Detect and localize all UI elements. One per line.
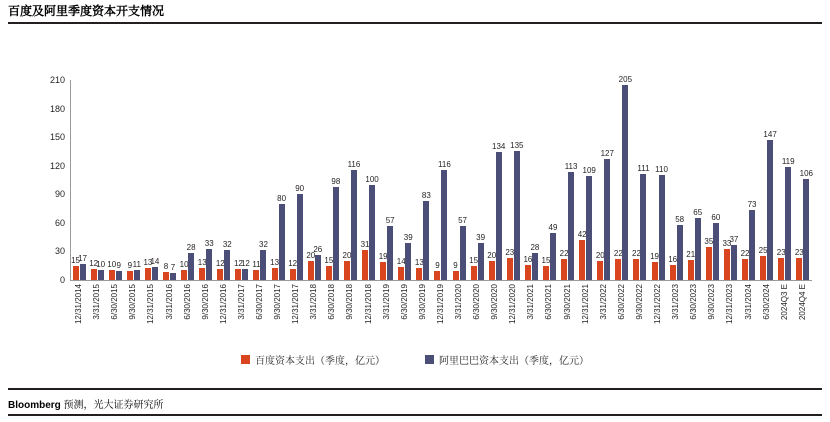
bar-value-label: 28	[530, 243, 540, 253]
bar-baidu	[505, 248, 515, 280]
x-tick-label: 3/31/2023	[671, 284, 681, 320]
bar-value-label: 32	[222, 239, 232, 249]
bar-alibaba	[637, 164, 650, 280]
bar-group	[776, 80, 794, 280]
bar-alibaba	[170, 263, 176, 280]
bar-alibaba	[530, 243, 540, 280]
bar-value-label: 39	[403, 232, 413, 242]
bar-baidu	[794, 248, 804, 280]
x-tick-label: 12/31/2017	[291, 284, 301, 325]
bar-baidu	[396, 256, 406, 280]
bar-group	[414, 80, 432, 280]
bar-group	[631, 80, 649, 280]
bar-group	[70, 80, 88, 280]
bar-baidu	[414, 257, 424, 280]
bar-value-label: 12	[215, 258, 225, 268]
x-tick-label: 9/30/2018	[345, 284, 355, 320]
bar-baidu	[722, 238, 732, 280]
bar-group	[106, 80, 124, 280]
bar-group	[613, 74, 633, 280]
footer-note	[8, 396, 822, 411]
bar-group	[649, 80, 667, 280]
bar-value-label: 20	[487, 250, 497, 260]
x-tick-label: 3/31/2019	[381, 284, 391, 320]
bar-value-label: 147	[763, 130, 777, 139]
x-tick-label: 6/30/2020	[472, 284, 482, 320]
x-tick-label: 3/31/2021	[526, 284, 536, 320]
bar-baidu	[360, 240, 370, 280]
bar-alibaba	[458, 215, 467, 280]
bar-value-label: 12	[233, 258, 243, 268]
bar-group	[251, 80, 269, 280]
bar-value-label: 100	[365, 174, 379, 184]
bar-value-label: 9	[435, 261, 440, 271]
bar-alibaba	[476, 232, 486, 280]
bar-value-label: 14	[150, 256, 160, 266]
bar-value-label: 134	[492, 142, 506, 152]
bar-alibaba	[259, 239, 268, 280]
bar-value-label: 21	[686, 250, 696, 259]
bar-group	[758, 80, 776, 280]
x-tick-label: 3/31/2017	[236, 284, 246, 320]
bar-baidu	[686, 250, 696, 280]
bar-value-label: 26	[313, 245, 323, 255]
y-tick-label: 0	[59, 275, 65, 285]
bar-baidu	[668, 254, 678, 280]
bar-value-label: 19	[650, 251, 659, 261]
bar-baidu	[559, 249, 569, 280]
bar-baidu	[541, 255, 551, 280]
y-tick-label: 30	[54, 246, 65, 257]
bar-group	[179, 80, 197, 280]
bar-alibaba	[693, 208, 703, 280]
bar-value-label: 9	[453, 261, 458, 271]
bar-value-label: 33	[204, 238, 214, 248]
bar-baidu	[758, 246, 768, 280]
x-tick-label: 12/31/2023	[725, 284, 735, 325]
bar-value-label: 106	[799, 169, 813, 179]
bar-group	[215, 80, 233, 280]
bar-alibaba	[313, 245, 323, 280]
x-tick-label: 12/31/2016	[218, 284, 228, 325]
x-tick-label: 9/30/2019	[417, 284, 427, 320]
bar-alibaba	[655, 165, 668, 280]
legend-item-alibaba	[425, 352, 589, 367]
bar-value-label: 16	[668, 254, 678, 264]
x-tick-label: 6/30/2019	[399, 284, 409, 320]
x-tick-label: 12/31/2014	[74, 284, 84, 325]
x-tick-label: 9/30/2023	[707, 284, 717, 320]
bar-value-label: 42	[577, 230, 587, 239]
bar-baidu	[613, 249, 623, 280]
x-tick-label: 9/30/2016	[200, 284, 210, 320]
bar-alibaba	[711, 212, 721, 280]
bar-value-label: 110	[655, 165, 668, 175]
x-tick-label: 9/30/2015	[128, 284, 138, 320]
chart-legend	[8, 352, 822, 367]
bar-baidu	[306, 250, 316, 280]
plot-region	[49, 74, 813, 285]
bar-baidu	[89, 258, 99, 280]
bar-group	[667, 80, 685, 280]
legend-label-baidu: 百度资本支出（季度，亿元）	[255, 356, 385, 367]
x-tick-label: 12/31/2015	[146, 284, 156, 325]
bar-alibaba	[150, 256, 160, 280]
bar-value-label: 15	[541, 255, 551, 265]
x-axis	[70, 280, 812, 281]
bar-group	[378, 80, 396, 280]
bar-value-label: 22	[740, 249, 750, 259]
x-tick-label: 6/30/2022	[616, 284, 626, 320]
x-tick-label: 2024Q4 E	[797, 284, 807, 321]
bar-alibaba	[222, 239, 232, 280]
bar-value-label: 135	[510, 141, 524, 151]
bar-baidu	[704, 236, 714, 280]
bar-alibaba	[331, 176, 341, 280]
bar-value-label: 60	[711, 212, 721, 222]
bar-groups	[70, 74, 813, 280]
bar-group	[486, 80, 504, 280]
bar-value-label: 13	[197, 257, 207, 267]
bar-group	[559, 80, 577, 280]
x-tick-label: 3/31/2022	[598, 284, 608, 320]
bar-baidu	[595, 250, 605, 280]
bar-baidu	[179, 260, 189, 280]
bar-value-label: 11	[252, 259, 261, 269]
bar-value-label: 17	[78, 253, 87, 263]
bar-group	[124, 80, 142, 280]
bar-value-label: 80	[277, 193, 287, 203]
bar-group	[432, 80, 450, 280]
footer-source: Bloomberg	[8, 400, 61, 411]
bar-value-label: 127	[600, 149, 614, 159]
x-tick-label: 12/31/2022	[653, 284, 663, 325]
bar-baidu	[71, 255, 80, 280]
bar-alibaba	[240, 258, 250, 280]
x-tick-label: 3/31/2020	[454, 284, 464, 320]
legend-label-alibaba: 阿里巴巴资本支出（季度，亿元）	[439, 356, 589, 367]
bar-alibaba	[116, 261, 122, 280]
bar-group	[577, 80, 595, 280]
bar-value-label: 57	[458, 215, 467, 225]
bar-baidu	[252, 259, 261, 280]
bar-value-label: 65	[693, 208, 703, 218]
x-tick-label: 12/31/2018	[363, 284, 373, 325]
x-tick-label: 3/31/2018	[309, 284, 319, 320]
bar-alibaba	[277, 193, 287, 280]
bar-group	[522, 80, 540, 280]
y-tick-label: 150	[49, 132, 65, 143]
bar-group	[233, 80, 251, 280]
bar-group	[287, 80, 305, 280]
bar-value-label: 12	[288, 258, 298, 268]
bar-group	[341, 80, 359, 280]
chart-area	[8, 40, 822, 370]
bar-value-label: 20	[342, 250, 352, 260]
bar-value-label: 20	[306, 250, 316, 260]
bar-value-label: 20	[595, 250, 605, 260]
bar-value-label: 58	[675, 214, 685, 224]
bar-alibaba	[186, 243, 196, 280]
bar-baidu	[324, 255, 334, 280]
bar-baidu	[107, 260, 117, 280]
bar-group	[360, 80, 378, 280]
bar-baidu	[342, 250, 352, 280]
y-tick-label: 120	[49, 160, 65, 171]
x-tick-label: 6/30/2021	[544, 284, 554, 320]
bar-baidu	[127, 261, 133, 280]
bar-baidu	[650, 251, 659, 280]
bar-alibaba	[729, 234, 739, 280]
bar-value-label: 13	[414, 257, 424, 267]
bar-value-label: 15	[324, 255, 334, 265]
bar-alibaba	[675, 214, 685, 280]
bar-value-label: 22	[613, 249, 623, 259]
bar-baidu	[632, 249, 641, 280]
bar-baidu	[215, 258, 225, 280]
bar-alibaba	[747, 200, 757, 280]
bar-value-label: 22	[559, 249, 569, 259]
page-title: 百度及阿里季度资本开支情况	[8, 4, 165, 18]
bar-group	[305, 80, 323, 280]
bar-value-label: 39	[476, 232, 486, 242]
bar-group	[703, 80, 721, 280]
bar-value-label: 111	[637, 164, 650, 174]
bar-alibaba	[295, 184, 305, 280]
bar-baidu	[453, 261, 459, 280]
x-tick-label: 6/30/2023	[689, 284, 699, 320]
bar-value-label: 32	[259, 239, 268, 249]
bar-group	[160, 80, 178, 280]
bar-value-label: 22	[632, 249, 641, 259]
bar-value-label: 15	[71, 255, 80, 265]
bar-value-label: 31	[360, 240, 370, 250]
bar-group	[88, 80, 106, 280]
bar-baidu	[270, 257, 280, 280]
footer-divider-bottom	[8, 414, 822, 416]
bar-group	[197, 80, 215, 280]
bar-value-label: 19	[378, 251, 388, 261]
bar-value-label: 11	[132, 259, 141, 269]
x-tick-label: 9/30/2021	[562, 284, 572, 320]
x-tick-label: 12/31/2020	[508, 284, 518, 325]
bar-value-label: 57	[385, 215, 395, 225]
bar-baidu	[378, 251, 388, 280]
bar-baidu	[288, 258, 298, 280]
footer-divider-top	[8, 388, 822, 390]
bar-value-label: 10	[96, 260, 106, 270]
bar-value-label: 33	[722, 238, 732, 248]
x-tick-label: 12/31/2021	[580, 284, 590, 325]
bar-value-label: 119	[781, 156, 795, 166]
bar-group	[323, 80, 341, 280]
bar-value-label: 9	[116, 261, 121, 271]
bar-value-label: 35	[704, 236, 714, 246]
bar-group	[504, 80, 522, 280]
bar-value-label: 13	[270, 257, 280, 267]
bar-baidu	[487, 250, 497, 280]
bar-group	[540, 80, 558, 280]
bar-baidu	[776, 248, 786, 280]
bar-group	[739, 80, 757, 280]
bar-baidu	[233, 258, 243, 280]
bar-alibaba	[421, 190, 431, 280]
bar-baidu	[577, 230, 587, 280]
bar-baidu	[469, 255, 479, 280]
bar-group	[595, 80, 613, 280]
x-tick-label: 3/31/2015	[92, 284, 102, 320]
bar-group	[794, 80, 812, 280]
x-tick-label: 9/30/2020	[490, 284, 500, 320]
bar-group	[468, 80, 486, 280]
legend-swatch-alibaba	[425, 355, 434, 364]
bar-baidu	[143, 257, 153, 280]
bar-group	[721, 80, 739, 280]
bar-group	[450, 80, 468, 280]
x-tick-label: 6/30/2024	[761, 284, 771, 320]
bar-value-label: 25	[758, 246, 768, 256]
bar-value-label: 98	[331, 176, 341, 186]
bar-value-label: 14	[396, 256, 406, 266]
bar-baidu	[197, 257, 207, 280]
bar-group	[269, 80, 287, 280]
y-tick-label: 180	[49, 103, 65, 114]
bar-value-label: 109	[582, 166, 596, 176]
y-tick-label: 60	[54, 217, 65, 228]
bar-value-label: 113	[564, 162, 578, 172]
bar-group	[685, 80, 703, 280]
bar-value-label: 23	[794, 248, 804, 258]
x-tick-label: 3/31/2016	[164, 284, 174, 320]
legend-swatch-baidu	[241, 355, 250, 364]
bar-alibaba	[548, 223, 558, 280]
legend-item-baidu	[241, 352, 385, 367]
bar-value-label: 12	[240, 258, 250, 268]
bar-alibaba	[385, 215, 395, 280]
x-tick-label: 3/31/2024	[743, 284, 753, 320]
title-divider	[8, 22, 822, 24]
x-tick-label: 6/30/2016	[182, 284, 192, 320]
bar-value-label: 49	[548, 223, 558, 233]
y-tick-label: 90	[54, 189, 65, 200]
bar-value-label: 13	[143, 257, 153, 267]
bar-value-label: 10	[179, 260, 189, 270]
bar-baidu	[740, 249, 750, 280]
bar-baidu	[163, 262, 169, 280]
bar-value-label: 23	[776, 248, 786, 258]
bar-value-label: 116	[347, 159, 361, 169]
bar-value-label: 90	[295, 184, 305, 194]
bar-value-label: 73	[747, 200, 757, 210]
x-tick-label: 9/30/2022	[634, 284, 644, 320]
bar-value-label: 12	[89, 258, 99, 268]
bar-alibaba	[403, 232, 413, 280]
bar-baidu	[434, 261, 440, 280]
x-tick-label: 12/31/2019	[435, 284, 445, 325]
bar-value-label: 23	[505, 248, 515, 258]
bar-value-label: 15	[469, 255, 479, 265]
bar-value-label: 83	[421, 190, 431, 200]
bar-value-label: 10	[107, 260, 117, 270]
bar-value-label: 205	[618, 74, 633, 84]
footer-rest: 预测，光大证券研究所	[60, 400, 164, 411]
x-tick-label: 2024Q3 E	[779, 284, 789, 321]
bar-baidu	[523, 254, 533, 280]
bar-value-label: 16	[523, 254, 533, 264]
bar-value-label: 37	[729, 234, 739, 244]
x-tick-label: 6/30/2018	[327, 284, 337, 320]
x-tick-label: 6/30/2015	[110, 284, 120, 320]
bar-value-label: 9	[127, 261, 133, 271]
x-tick-label: 9/30/2017	[273, 284, 283, 320]
bar-alibaba	[438, 159, 451, 280]
bar-alibaba	[132, 259, 141, 280]
bar-alibaba	[78, 253, 87, 280]
bar-group	[396, 80, 414, 280]
bar-alibaba	[96, 260, 106, 280]
bar-value-label: 116	[438, 159, 451, 169]
y-tick-label: 210	[49, 75, 65, 85]
bar-value-label: 8	[163, 262, 169, 272]
bar-value-label: 7	[170, 263, 176, 273]
bar-alibaba	[204, 238, 214, 280]
x-tick-label: 6/30/2017	[254, 284, 264, 320]
bar-group	[142, 80, 160, 280]
bar-value-label: 28	[186, 243, 196, 253]
